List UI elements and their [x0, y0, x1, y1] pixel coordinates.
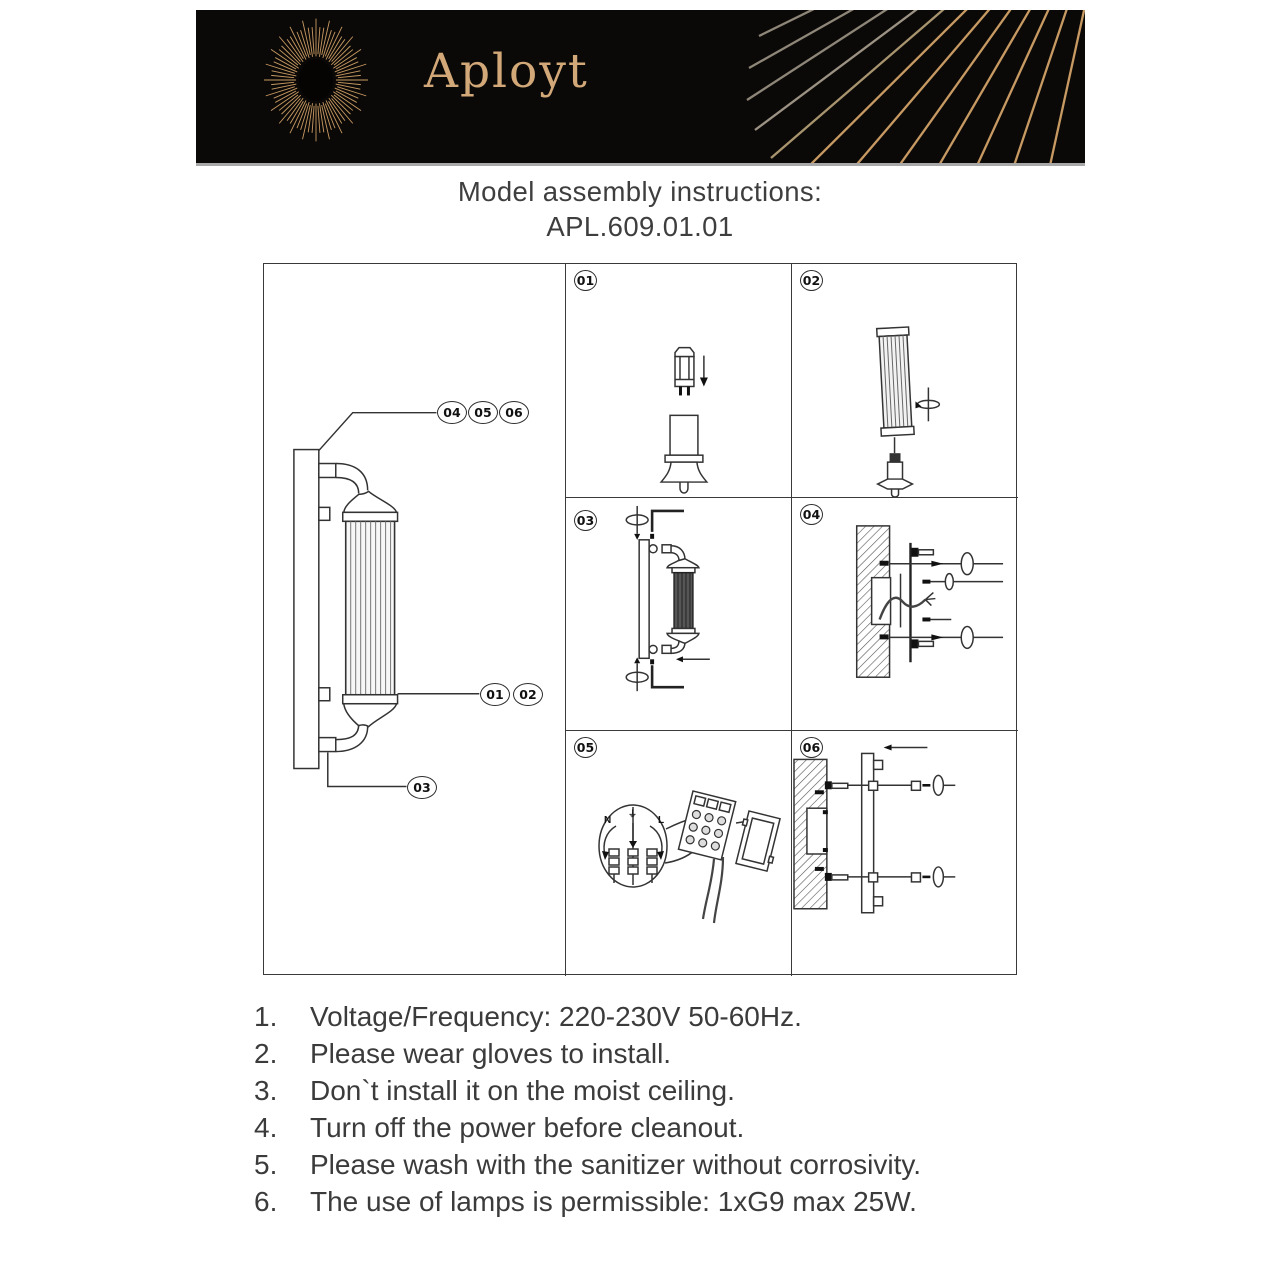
callout-badge-04: 04 [437, 401, 467, 424]
instruction-item [254, 999, 1074, 1036]
page-title: Model assembly instructions: [457, 176, 823, 207]
item-number: 3. [254, 1074, 278, 1106]
item-text: Voltage/Frequency: 220-230V 50-60Hz. [310, 1001, 802, 1032]
item-text: Please wear gloves to install. [310, 1037, 672, 1069]
panel-badge-02: 02 [800, 270, 823, 291]
brand-banner [196, 10, 1085, 166]
item-number: 5. [254, 1148, 278, 1180]
panel-step-01 [566, 264, 791, 498]
panel-badge-01: 01 [574, 270, 597, 291]
panel-step-04 [791, 498, 1018, 731]
model-number: APL.609.01.01 [546, 211, 734, 242]
item-number: 2. [254, 1037, 278, 1069]
brand-name: Aployt [424, 44, 589, 99]
instruction-item [254, 1184, 1074, 1221]
assembly-diagram [263, 263, 1017, 975]
item-number: 6. [254, 1185, 278, 1217]
instruction-item [254, 1073, 1074, 1110]
instruction-item [254, 1147, 1074, 1184]
wall-mounting-illustration [792, 498, 1018, 730]
wall-lamp-illustration [264, 264, 565, 976]
panel-step-05 [566, 731, 791, 976]
fix-backplate-illustration [792, 731, 1018, 976]
panel-badge-05: 05 [574, 737, 597, 758]
rays-decoration [745, 10, 1085, 163]
sunburst-logo-icon [258, 10, 374, 163]
insert-bulb-illustration [566, 264, 791, 497]
callout-badge-03: 03 [407, 776, 437, 799]
callout-badge-02: 02 [513, 683, 543, 706]
terminal-label-earth: ⏚ [628, 809, 638, 819]
item-text: Don`t install it on the moist ceiling. [310, 1074, 735, 1106]
item-number: 1. [254, 1001, 278, 1032]
item-text: Please wash with the sanitizer without corrosivity. [310, 1148, 922, 1180]
item-number: 4. [254, 1111, 278, 1143]
panel-badge-06: 06 [800, 737, 823, 758]
main-lamp-drawing [264, 264, 566, 976]
panel-step-02 [791, 264, 1018, 498]
terminal-label-n: N [604, 815, 612, 826]
panel-badge-03: 03 [574, 510, 597, 531]
panel-step-06 [791, 731, 1018, 976]
instruction-list [254, 999, 1074, 1220]
panel-badge-04: 04 [800, 504, 823, 525]
item-text: Turn off the power before cleanout. [310, 1111, 745, 1143]
instruction-item [254, 1036, 1074, 1073]
instruction-item [254, 1110, 1074, 1147]
item-text: The use of lamps is permissible: 1xG9 max 25W. [310, 1185, 917, 1217]
panel-step-03 [566, 498, 791, 731]
callout-badge-06: 06 [499, 401, 529, 424]
attach-shade-illustration [792, 264, 1018, 497]
assembled-lamp-screws-illustration [566, 498, 791, 730]
callout-badge-05: 05 [468, 401, 498, 424]
callout-badge-01: 01 [480, 683, 510, 706]
terminal-label-l: L [658, 815, 665, 826]
wiring-terminal-illustration [566, 731, 791, 976]
